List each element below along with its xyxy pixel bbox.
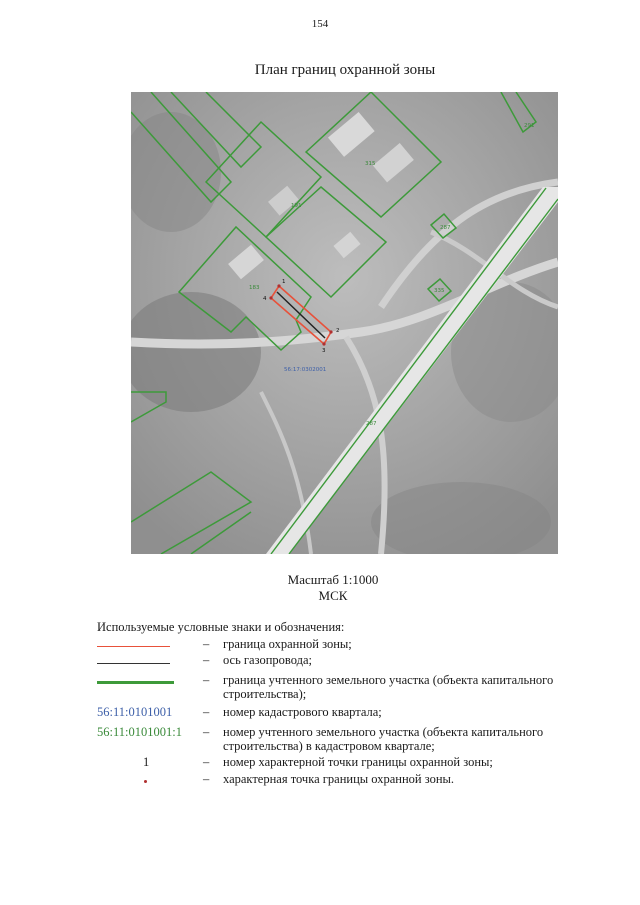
point-number: 4 <box>263 296 267 302</box>
map-title: План границ охранной зоны <box>254 62 436 78</box>
legend-dash: – <box>203 673 210 687</box>
characteristic-point <box>269 296 272 299</box>
cadastral-quarter-label: 56:17:0302001 <box>284 367 327 373</box>
legend-text: граница учтенного земельного участка (объекта капитального строительства); <box>223 673 554 701</box>
parcel-label: 315 <box>365 161 376 167</box>
parcel-label: 287 <box>366 421 377 427</box>
scale-label: Масштаб 1:1000 <box>287 572 379 587</box>
legend-dash: – <box>203 755 210 769</box>
characteristic-point <box>329 330 332 333</box>
legend-text: характерная точка границы охранной зоны. <box>223 772 455 786</box>
crs-label: МСК <box>318 588 348 603</box>
parcel-label: 291 <box>524 123 535 129</box>
legend-text: номер кадастрового квартала; <box>223 705 382 719</box>
parcel-label: 287 <box>440 225 451 231</box>
point-icon <box>144 780 147 783</box>
page-number: 154 <box>311 18 329 30</box>
scale-block <box>0 572 640 604</box>
point-number-sample: 1 <box>143 755 150 769</box>
legend-text: граница охранной зоны; <box>223 637 352 651</box>
legend-dash: – <box>203 637 210 651</box>
characteristic-point <box>322 342 325 345</box>
parcel-number-sample: 56:11:0101001:1 <box>97 725 182 739</box>
parcel-label: 183 <box>249 285 260 291</box>
legend-heading: Используемые условные знаки и обозначения: <box>97 620 345 634</box>
point-number: 1 <box>282 279 286 285</box>
aerial-map <box>131 92 558 554</box>
legend-text: ось газопровода; <box>223 653 313 667</box>
point-number: 2 <box>336 328 340 334</box>
legend-dash: – <box>203 653 210 667</box>
legend-dash: – <box>203 705 210 719</box>
parcel-label: 191 <box>291 203 302 209</box>
legend-dash: – <box>203 725 210 739</box>
legend-text: номер характерной точки границы охранной зоны; <box>223 755 493 769</box>
parcel-label: 335 <box>434 288 445 294</box>
legend-dash: – <box>203 772 210 786</box>
legend-text: номер учтенного земельного участка (объекта капитального строительства) в кадастровом квартале; <box>223 725 544 753</box>
characteristic-point <box>277 284 280 287</box>
point-number: 3 <box>322 348 326 354</box>
cadastral-quarter-sample: 56:11:0101001 <box>97 705 173 719</box>
